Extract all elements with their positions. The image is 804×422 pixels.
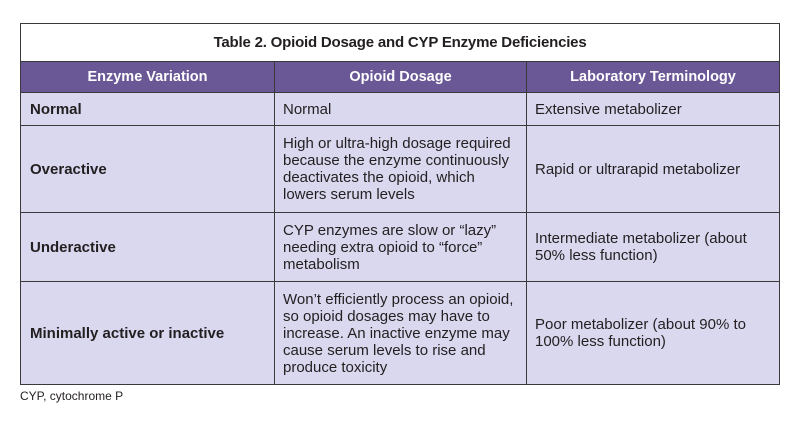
cell-enzyme-variation: Underactive <box>21 213 275 282</box>
cell-opioid-dosage: Normal <box>275 93 527 126</box>
cell-enzyme-variation: Normal <box>21 93 275 126</box>
cell-laboratory-terminology: Poor metabolizer (about 90% to 100% less function) <box>527 282 780 385</box>
table-header-row <box>21 62 780 93</box>
table-caption-row <box>21 24 780 62</box>
header-enzyme-variation: Enzyme Variation <box>21 62 275 93</box>
table-title: Table 2. Opioid Dosage and CYP Enzyme Deficiencies <box>21 24 780 62</box>
table-row <box>21 126 780 213</box>
cell-opioid-dosage: High or ultra-high dosage required because the enzyme continuously deactivates the opioid, which lowers serum levels <box>275 126 527 213</box>
cell-opioid-dosage: Won’t efficiently process an opioid, so opioid dosages may have to increase. An inactive enzyme may cause serum levels to rise and produce toxicity <box>275 282 527 385</box>
table-footnote: CYP, cytochrome P <box>20 389 124 403</box>
cell-laboratory-terminology: Rapid or ultrarapid metabolizer <box>527 126 780 213</box>
cell-laboratory-terminology: Extensive metabolizer <box>527 93 780 126</box>
cell-opioid-dosage: CYP enzymes are slow or “lazy” needing extra opioid to “force” metabolism <box>275 213 527 282</box>
table-row <box>21 93 780 126</box>
dosage-table-container <box>20 23 779 385</box>
table-row <box>21 282 780 385</box>
header-laboratory-terminology: Laboratory Terminology <box>527 62 780 93</box>
header-opioid-dosage: Opioid Dosage <box>275 62 527 93</box>
opioid-dosage-table <box>20 23 780 385</box>
table-row <box>21 213 780 282</box>
cell-enzyme-variation: Minimally active or inactive <box>21 282 275 385</box>
cell-laboratory-terminology: Intermediate metabolizer (about 50% less function) <box>527 213 780 282</box>
cell-enzyme-variation: Overactive <box>21 126 275 213</box>
